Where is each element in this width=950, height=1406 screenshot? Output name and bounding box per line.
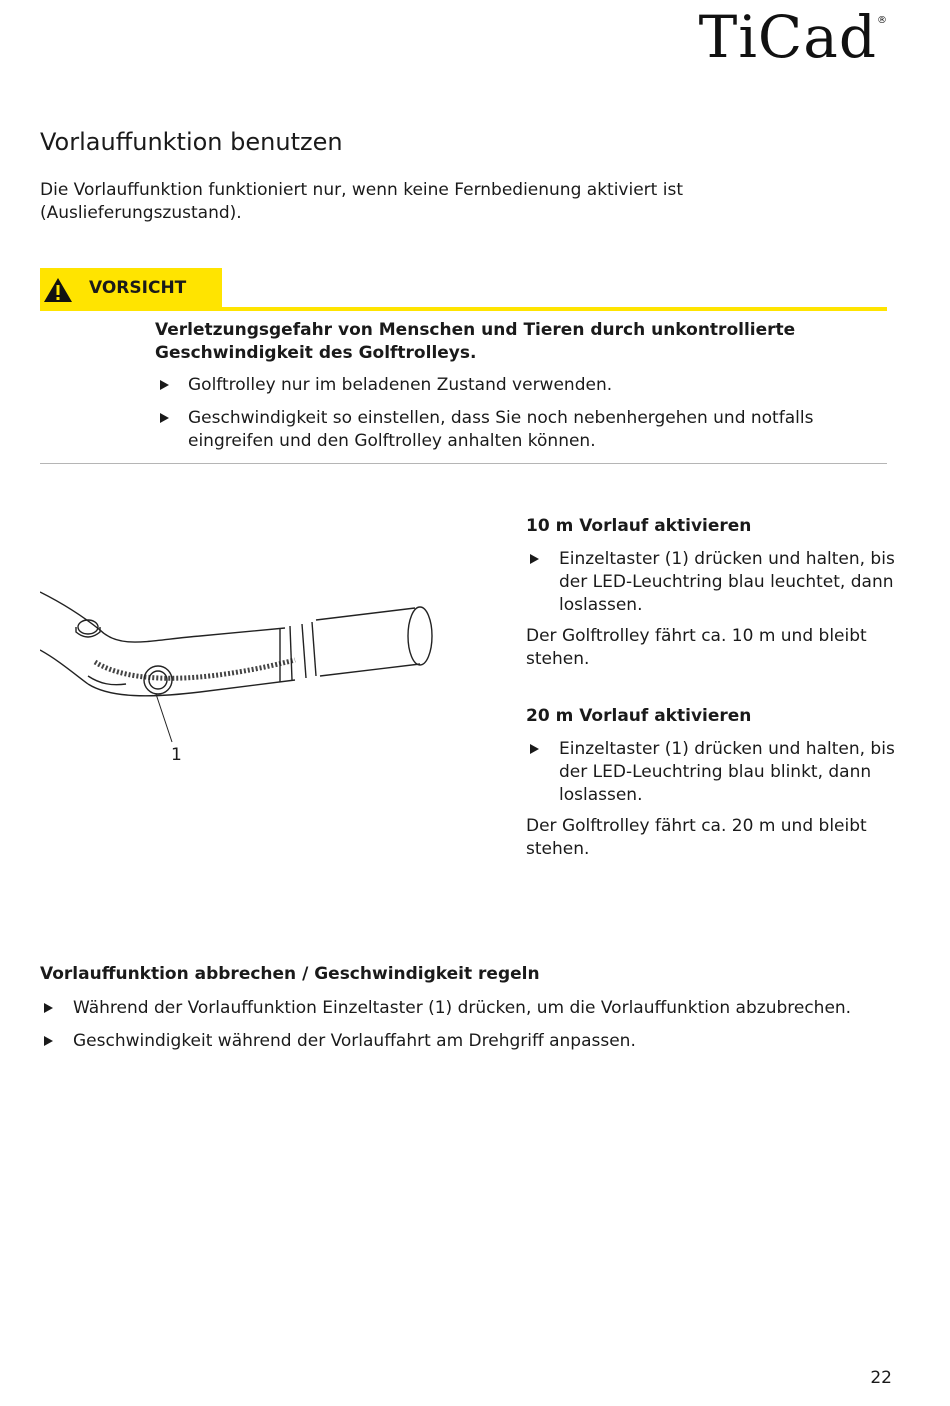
page-title: Vorlauffunktion benutzen bbox=[40, 128, 343, 156]
cancel-item: Während der Vorlauffunktion Einzeltaster (1) drücken, um die Vorlauffunktion abzubrechen. bbox=[40, 997, 930, 1020]
warning-item: Golftrolley nur im beladenen Zustand verwenden. bbox=[155, 374, 875, 397]
bullet-arrow-icon bbox=[44, 1036, 53, 1046]
step-item: Einzeltaster (1) drücken und halten, bis der LED-Leuchtring blau leuchtet, dann loslassen. bbox=[526, 548, 926, 617]
warning-triangle-icon bbox=[42, 276, 74, 304]
registered-mark: ® bbox=[877, 15, 888, 26]
bullet-arrow-icon bbox=[530, 554, 539, 564]
result-text: Der Golftrolley fährt ca. 10 m und bleibt stehen. bbox=[526, 626, 867, 669]
warning-item: Geschwindigkeit so einstellen, dass Sie noch nebenhergehen und notfalls eingreifen und den Golftrolley anhalten können. bbox=[155, 407, 875, 453]
warning-title: Verletzungsgefahr von Menschen und Tieren durch unkontrollierte Geschwindigkeit des Golftrolleys. bbox=[155, 320, 796, 363]
callout-number: 1 bbox=[171, 745, 182, 765]
warning-label: VORSICHT bbox=[89, 278, 187, 298]
section-heading-10m: 10 m Vorlauf aktivieren bbox=[526, 516, 752, 536]
bullet-arrow-icon bbox=[160, 380, 169, 390]
warning-underline bbox=[40, 307, 887, 311]
section-heading-20m: 20 m Vorlauf aktivieren bbox=[526, 706, 752, 726]
bullet-arrow-icon bbox=[530, 744, 539, 754]
cancel-item: Geschwindigkeit während der Vorlauffahrt am Drehgriff anpassen. bbox=[40, 1030, 930, 1053]
section-heading-cancel: Vorlauffunktion abbrechen / Geschwindigkeit regeln bbox=[40, 964, 540, 984]
page-number: 22 bbox=[870, 1368, 892, 1388]
step-item: Einzeltaster (1) drücken und halten, bis der LED-Leuchtring blau blinkt, dann loslassen. bbox=[526, 738, 926, 807]
bullet-arrow-icon bbox=[160, 413, 169, 423]
handle-illustration bbox=[40, 580, 460, 780]
intro-text: Die Vorlauffunktion funktioniert nur, wenn keine Fernbedienung aktiviert ist (Auslieferungszustand). bbox=[40, 180, 683, 223]
brand-logo: TiCad® bbox=[698, 3, 888, 71]
result-text: Der Golftrolley fährt ca. 20 m und bleibt stehen. bbox=[526, 816, 867, 859]
bullet-arrow-icon bbox=[44, 1003, 53, 1013]
divider bbox=[40, 463, 887, 464]
